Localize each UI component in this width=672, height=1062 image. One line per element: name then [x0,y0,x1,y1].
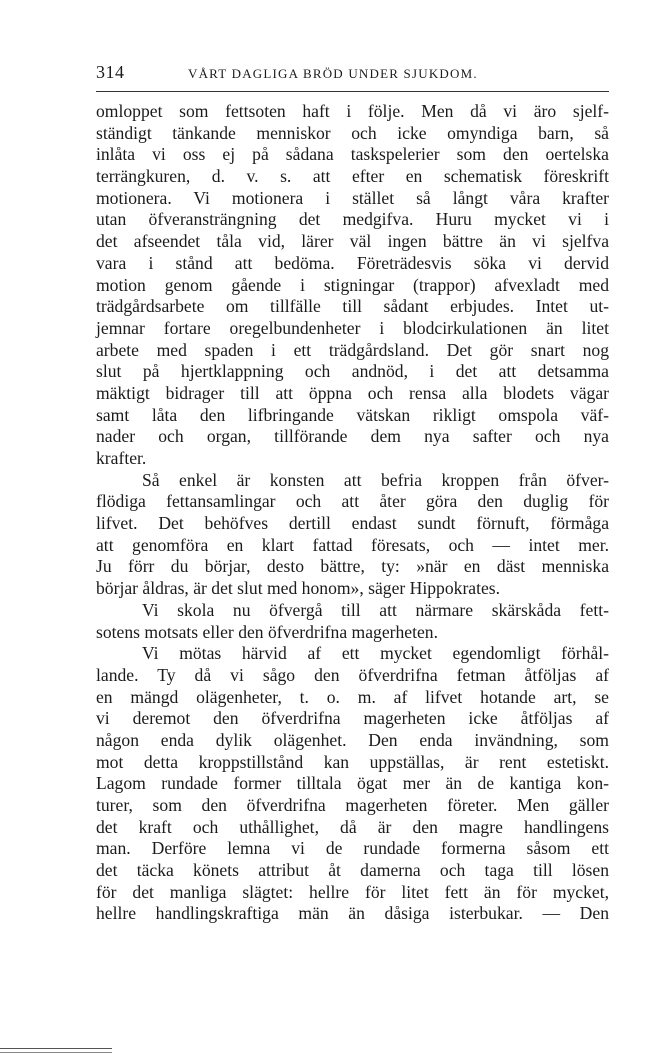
text-line: vara i stånd att bedöma. Företrädesvis söka vi dervid [96,252,609,273]
text-line: arbete med spaden i ett trädgårdsland. Det gör snart nog [96,339,609,360]
text-line: inlåta vi oss ej på sådana taskspelerier som den oertelska [96,144,609,165]
text-line: det täcka könets attribut åt damerna och taga till lösen [96,860,609,881]
header-rule [96,91,609,92]
text-line: det kraft och uthållighet, då är den magre handlingens [96,816,609,837]
text-line: turer, som den öfverdrifna magerheten företer. Men gäller [96,795,609,815]
text-line: jemnar fortare oregelbundenheter i blodcirkulationen än litet [96,317,609,338]
text-line: sotens motsats eller den öfverdrifna magerheten. [96,621,438,642]
text-line: för det manliga slägtet: hellre för litet fett än för mycket, [96,881,609,902]
text-line: trädgårdsarbete om tillfälle till sådant erbjudes. Intet ut- [96,296,609,317]
paragraph [96,600,609,643]
text-line: mäktigt bidrager till att öppna och rensa alla blodets vägar [96,382,609,403]
text-line: Lagom rundade former tilltala ögat mer än de kantiga kon- [96,773,609,794]
paragraph [96,101,609,470]
text-line: Vi skola nu öfvergå till att närmare skärskåda fett- [142,599,609,620]
paragraph [96,643,609,925]
text-line: att genomföra en klart fattad föresats, och — intet mer. [96,534,609,555]
text-line: omloppet som fettsoten haft i följe. Men då vi äro sjelf- [96,101,609,121]
text-line: Så enkel är konsten att befria kroppen från öfver- [142,469,609,490]
text-line: börjar åldras, är det slut med honom», säger Hippokrates. [96,578,501,599]
footer-rule-secondary [0,1052,112,1053]
page-header [96,62,606,84]
body-text [96,101,609,925]
text-line: Ju förr du börjar, desto bättre, ty: »när en däst menniska [96,556,609,577]
text-line: det afseendet tåla vid, lärer väl ingen bättre än vi sjelfva [96,231,609,252]
text-line: lande. Ty då vi sågo den öfverdrifna fetman åtföljas af [96,664,609,685]
text-line: krafter. [96,448,147,468]
text-line: vi deremot den öfverdrifna magerheten icke åtföljas af [96,708,609,729]
text-line: motion genom gående i stigningar (trappor) afvexladt med [96,274,609,295]
text-line: ständigt tänkande menniskor och icke omyndiga barn, så [96,122,609,143]
paragraph [96,470,609,600]
text-line: lifvet. Det behöfves dertill endast sundt förnuft, förmåga [96,513,609,534]
text-line: terrängkuren, d. v. s. att efter en schematisk föreskrift [96,166,609,187]
footer-rule [0,1048,112,1049]
page-number: 314 [96,62,125,82]
text-line: hellre handlingskraftiga män än dåsiga isterbukar. — Den [96,903,609,924]
text-line: någon enda dylik olägenhet. Den enda invändning, som [96,729,609,750]
text-line: utan öfveransträngning det medgifva. Huru mycket vi i [96,209,609,230]
text-line: Vi mötas härvid af ett mycket egendomligt förhål- [142,643,609,664]
text-line: motionera. Vi motionera i stället så långt våra krafter [96,187,609,208]
running-head: VÅRT DAGLIGA BRÖD UNDER SJUKDOM. [188,66,478,81]
text-line: mot detta kroppstillstånd kan uppställas, är rent estetiskt. [96,751,609,772]
text-line: flödiga fettansamlingar och att åter göra den duglig för [96,491,609,512]
text-line: en mängd olägenheter, t. o. m. af lifvet hotande art, se [96,686,609,707]
text-line: man. Derföre lemna vi de rundade formerna såsom ett [96,838,609,859]
text-line: nader och organ, tillförande dem nya safter och nya [96,426,609,447]
text-line: slut på hjertklappning och andnöd, i det att detsamma [96,361,609,382]
text-line: samt låta den lifbringande vätskan rikligt omspola väf- [96,404,609,425]
